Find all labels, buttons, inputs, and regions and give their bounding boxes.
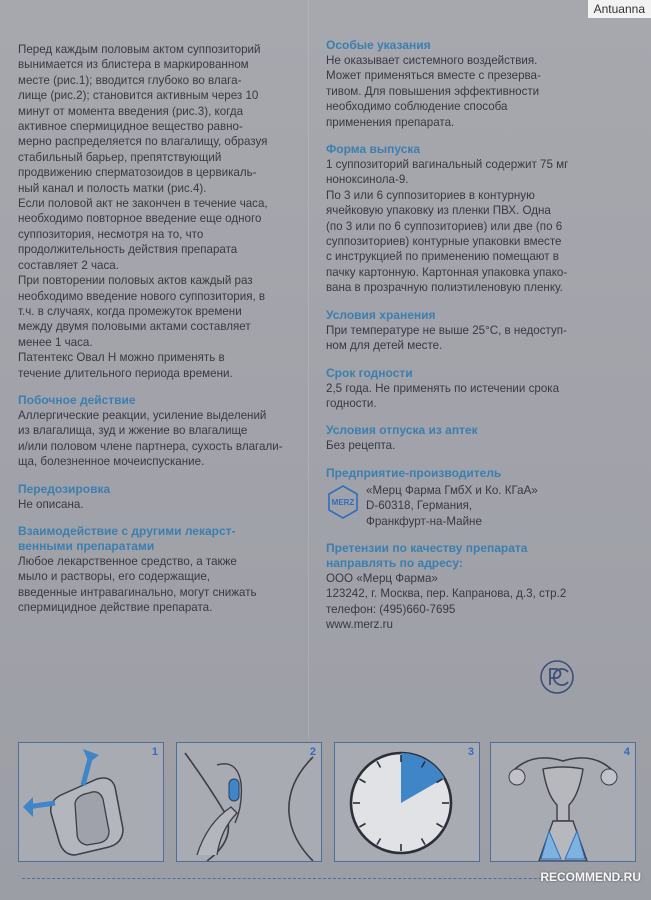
- text-line: При температуре не выше 25°C, в недоступ-: [326, 323, 567, 337]
- clock-10-minutes-icon: [335, 743, 479, 861]
- figure-number: 1: [151, 746, 158, 758]
- insertion-icon: [177, 743, 321, 861]
- manufacturer-block: [326, 483, 626, 529]
- shelf-life-text: [326, 381, 626, 412]
- text-line: активное спермицидное вещество равно-: [18, 120, 243, 134]
- overdose-text: Не описана.: [18, 497, 84, 511]
- right-column: [326, 38, 626, 633]
- special-instructions-heading: Особые указания: [326, 38, 431, 52]
- claims-text: [326, 571, 626, 633]
- storage-text: [326, 323, 626, 354]
- text-line: ООО «Мерц Фарма»: [326, 571, 438, 585]
- heading-line: Взаимодействие с другими лекарст-: [18, 523, 236, 538]
- heading-line: Претензии по качеству препарата: [326, 540, 528, 555]
- text-line: телефон: (495)660-7695: [326, 602, 456, 616]
- release-form-heading: Форма выпуска: [326, 142, 421, 157]
- text-line: между двумя половыми актами составляет: [18, 320, 251, 334]
- text-line: ща, болезненное мочеиспускание.: [18, 455, 205, 469]
- text-line: мерно распределяется по влагалищу, образуя: [18, 135, 268, 149]
- text-line: необходимо введение нового суппозитория, в: [18, 289, 266, 303]
- text-line: Не оказывает системного воздействия.: [326, 54, 538, 67]
- text-line: спермицидное действие препарата.: [18, 601, 213, 615]
- side-effects-text: [18, 408, 308, 470]
- text-line: (по 3 или по 6 суппозиториев) или две (по 6: [326, 219, 563, 233]
- text-line: составляет 2 часа.: [18, 258, 119, 272]
- interaction-heading: [18, 524, 308, 554]
- text-line: Если половой акт не закончен в течение часа,: [18, 197, 268, 211]
- heading-line: направлять по адресу:: [326, 555, 463, 570]
- special-instructions-text: [326, 53, 626, 130]
- text-line: «Мерц Фарма ГмбХ и Ко. КГаА»: [366, 483, 538, 497]
- figure-3-clock: [334, 742, 480, 862]
- storage-heading: Условия хранения: [326, 307, 436, 322]
- text-line: тивом. Для повышения эффективности: [326, 84, 540, 98]
- text-line: ном для детей месте.: [326, 339, 443, 353]
- text-line: из влагалища, зуд и жжение во влагалище: [18, 424, 248, 438]
- figure-number: 3: [467, 746, 474, 758]
- text-line: ный канал и полость матки (рис.4).: [18, 181, 207, 195]
- shelf-life-heading: Срок годности: [326, 365, 413, 380]
- text-line: минут от момента введения (рис.3), когда: [18, 104, 244, 118]
- text-line: вана в прозрачную полиэтиленовую пленку.: [326, 281, 563, 295]
- text-line: месте (рис.1); вводится глубоко во влага-: [18, 73, 242, 87]
- text-line: При повторении половых актов каждый раз: [18, 274, 253, 288]
- text-line: D-60318, Германия,: [366, 499, 473, 513]
- side-effects-heading: Побочное действие: [18, 392, 136, 407]
- fold-line: [308, 0, 309, 740]
- text-line: Перед каждым половым актом суппозиторий: [18, 43, 261, 56]
- figure-number: 2: [309, 746, 316, 758]
- overdose-heading: Передозировка: [18, 481, 111, 496]
- dispensing-text: Без рецепта.: [326, 439, 396, 453]
- left-column: [18, 42, 308, 616]
- watermark-site: RECOMMEND.RU: [540, 870, 641, 884]
- figure-number: 4: [623, 746, 630, 758]
- text-line: суппозитория, несмотря на то, что: [18, 227, 204, 241]
- text-line: вынимается из блистера в маркированном: [18, 58, 249, 72]
- figure-4-uterus: [490, 742, 636, 862]
- text-line: продвижению сперматозоидов в цервикаль-: [18, 166, 257, 180]
- usage-text: [18, 42, 308, 381]
- text-line: необходимо повторное введение еще одного: [18, 212, 262, 226]
- manufacturer-heading: Предприятие-производитель: [326, 465, 502, 480]
- text-line: Может применяться вместе с презерва-: [326, 69, 541, 83]
- text-line: необходимо соблюдение способа: [326, 100, 508, 114]
- text-line: суппозиториев) контурные упаковки вместе: [326, 235, 562, 249]
- text-line: пачку картонную. Картонная упаковка упако-: [326, 265, 568, 279]
- release-form-text: [326, 157, 626, 296]
- text-line: применения препарата.: [326, 115, 455, 129]
- text-line: менее 1 часа.: [18, 335, 93, 349]
- text-line: Аллергические реакции, усиление выделений: [18, 408, 267, 422]
- figure-2-insertion: [176, 742, 322, 862]
- text-line: ноноксинола-9.: [326, 173, 409, 187]
- text-line: 123242, г. Москва, пер. Капранова, д.3, стр.2: [326, 587, 567, 601]
- blister-suppository-icon: [19, 743, 163, 861]
- heading-line: венными препаратами: [18, 538, 155, 553]
- certification-mark-icon: [538, 658, 576, 696]
- text-line: продолжительность действия препарата: [18, 243, 238, 257]
- uterus-barrier-icon: [491, 743, 635, 861]
- text-line: течение длительного периода времени.: [18, 366, 233, 380]
- text-line: т.ч. в случаях, когда промежуток времени: [18, 304, 242, 318]
- text-line: По 3 или 6 суппозиториев в контурную: [326, 188, 535, 202]
- text-line: и/или половом члене партнера, сухость влагали-: [18, 439, 283, 453]
- text-line: Патентекс Овал Н можно применять в: [18, 351, 225, 365]
- text-line: www.merz.ru: [326, 618, 393, 632]
- figure-1-blister: [18, 742, 164, 862]
- text-line: 2,5 года. Не применять по истечении срока: [326, 381, 560, 395]
- svg-text:MERZ: MERZ: [331, 497, 355, 507]
- dispensing-heading: Условия отпуска из аптек: [326, 423, 478, 438]
- text-line: Любое лекарственное средство, а также: [18, 554, 237, 568]
- text-line: годности.: [326, 396, 377, 410]
- manufacturer-text: [366, 483, 626, 529]
- text-line: ячейковую упаковку из пленки ПВХ. Одна: [326, 204, 551, 218]
- interaction-text: [18, 554, 308, 616]
- text-line: Франкфурт-на-Майне: [366, 514, 482, 528]
- text-line: с инструкцией по применению помещают в: [326, 250, 559, 264]
- text-line: 1 суппозиторий вагинальный содержит 75 мг: [326, 158, 569, 172]
- text-line: введенные интравагинально, могут снижать: [18, 585, 257, 599]
- watermark-username: Antuanna: [588, 0, 651, 18]
- text-line: лище (рис.2); становится активным через 10: [18, 89, 259, 103]
- claims-heading: [326, 541, 626, 571]
- merz-logo-icon: [326, 485, 360, 519]
- text-line: стабильный барьер, препятствующий: [18, 150, 222, 164]
- text-line: мыло и растворы, его содержащие,: [18, 570, 211, 584]
